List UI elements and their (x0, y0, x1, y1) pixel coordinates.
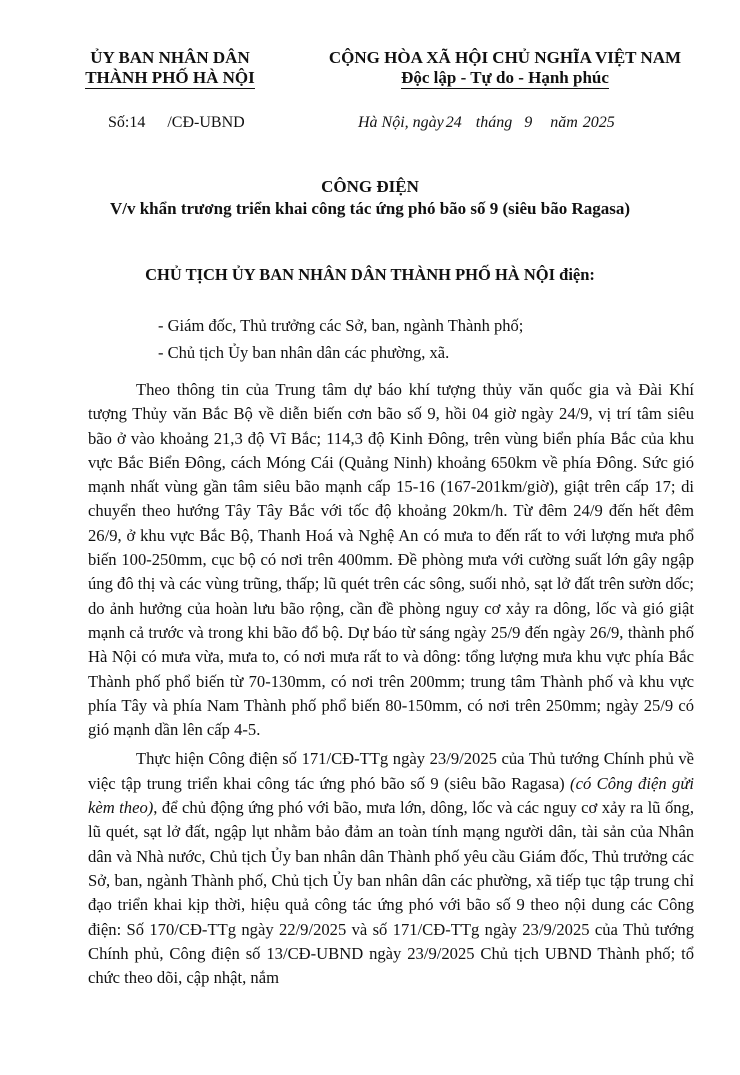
document-body (88, 378, 694, 990)
document-date (358, 114, 615, 132)
recipient-item: - Chủ tịch Ủy ban nhân dân các phường, xã. (158, 343, 450, 362)
body-paragraph-1: Theo thông tin của Trung tâm dự báo khí tượng thủy văn quốc gia và Đài Khí tượng Thủy văn Bắc Bộ về diễn biến cơn bão số 9, hồi 04 giờ ngày 24/9, vị trí tâm siêu bão ở vào khoảng 21,3 độ Vĩ Bắc; 114,3 độ Kinh Đông, trên vùng biển phía Bắc của khu vực Bắc Biển Đông, cách Móng Cái (Quảng Ninh) khoảng 650km về phía Đông. Sức gió mạnh nhất vùng gần tâm siêu bão mạnh cấp 15-16 (167-201km/giờ), giật trên cấp 17; di chuyển theo hướng Tây Tây Bắc với tốc độ khoảng 20km/h. Từ đêm 24/9 đến hết đêm 26/9, ở khu vực Bắc Bộ, Thanh Hoá và Nghệ An có mưa to đến rất to với lượng mưa phổ biến 100-250mm, cục bộ có nơi trên 400mm. Đề phòng mưa với cường suất lớn gây ngập úng đô thị và các vùng trũng, thấp; lũ quét trên các sông, suối nhỏ, sạt lở đất trên sườn dốc; do ảnh hưởng của hoàn lưu bão rộng, cần đề phòng nguy cơ xảy ra dông, lốc và gió giật mạnh cả trước và trong khi bão đổ bộ. Dự báo từ sáng ngày 25/9 đến ngày 26/9, thành phố Hà Nội có mưa vừa, mưa to, có nơi mưa rất to và dông: tổng lượng mưa khu vực phía Bắc Thành phố phổ biến từ 70-130mm, có nơi trên 200mm; trung tâm Thành phố và khu vực phía Tây và phía Nam Thành phố phổ biến 80-150mm, có nơi trên 250mm; ngày 25/9 có gió mạnh dần lên cấp 4-5. (88, 380, 694, 740)
paragraph-2-text-a: Thực hiện Công điện số 171/CĐ-TTg ngày 23/9/2025 của Thủ tướng Chính phủ về việc tập trung triển khai công tác ứng phó bão số 9 (siêu bão Ragasa) (88, 749, 694, 793)
date-year: 2025 (582, 114, 615, 131)
paragraph-2-attachment-note: (có Công điện gửi kèm theo) (88, 773, 694, 818)
issuing-authority (72, 48, 268, 89)
date-month-label: tháng (475, 114, 513, 131)
authority-line-2: THÀNH PHỐ HÀ NỘI (85, 68, 255, 87)
document-number (108, 114, 245, 132)
doc-number-label: Số: (108, 114, 130, 131)
paragraph-2-text-b: , để chủ động ứng phó với bão, mưa lớn, dông, lốc và các nguy cơ xảy ra lũ ống, lũ quét, sạt lở đất, ngập lụt nhằm bảo đảm an toàn tính mạng người dân, tài sản của Nhân dân và Nhà nước, Chủ tịch Ủy ban nhân dân Thành phố yêu cầu Giám đốc, Thủ trưởng các Sở, ban, ngành Thành phố, Chủ tịch Ủy ban nhân dân các phường, xã tiếp tục tập trung chỉ đạo triển khai kịp thời, hiệu quả công tác ứng phó với bão số 9 theo nội dung các Công điện: Số 170/CĐ-TTg ngày 22/9/2025 và số 171/CĐ-TTg ngày 23/9/2025 của Thủ tướng Chính phủ, Công điện số 13/CĐ-UBND ngày 23/9/2025 Chủ tịch UBND Thành phố; tổ chức theo dõi, cập nhật, nắm (88, 798, 694, 988)
recipients-list (158, 312, 523, 366)
title-type: CÔNG ĐIỆN (321, 177, 419, 196)
authority-line-1: ỦY BAN NHÂN DÂN (90, 48, 250, 67)
doc-number-value: 14 (129, 114, 146, 131)
national-header (290, 48, 720, 89)
chairman-line: CHỦ TỊCH ỦY BAN NHÂN DÂN THÀNH PHỐ HÀ NỘI điện: (145, 265, 595, 284)
body-paragraph-2 (88, 747, 694, 990)
doc-number-code: /CĐ-UBND (167, 114, 245, 131)
national-motto: Độc lập - Tự do - Hạnh phúc (401, 68, 609, 87)
date-year-label: năm (550, 114, 578, 131)
document-title (0, 176, 740, 220)
title-subject: V/v khẩn trương triển khai công tác ứng phó bão số 9 (siêu bão Ragasa) (109, 199, 631, 218)
country-name: CỘNG HÒA XÃ HỘI CHỦ NGHĨA VIỆT NAM (328, 48, 682, 67)
recipient-item: - Giám đốc, Thủ trưởng các Sở, ban, ngành Thành phố; (158, 316, 524, 335)
date-place: Hà Nội, ngày (358, 114, 444, 131)
date-month: 9 (524, 114, 533, 131)
date-day: 24 (445, 114, 462, 131)
